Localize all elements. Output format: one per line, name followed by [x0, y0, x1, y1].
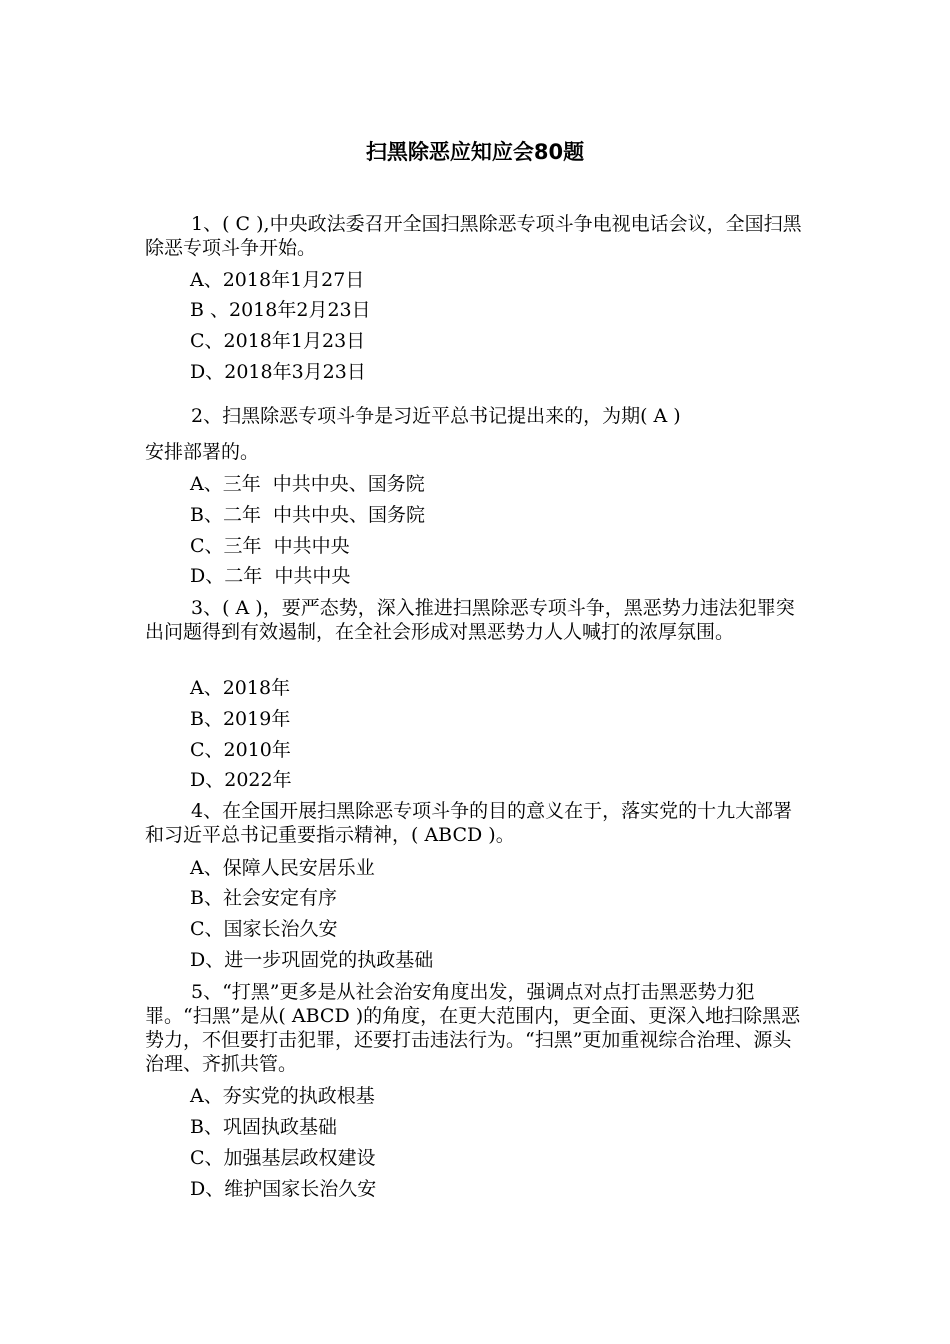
- question-5-stem: 5、“打黑”更多是从社会治安角度出发，强调点对点打击黑恶势力犯罪。“扫黑”是从( ABCD )的角度，在更大范围内，更全面、更深入地扫除黑恶势力，不但要打击犯罪，还要打击违法行为。“扫黑”更加重视综合治理、源头治理、齐抓共管。: [145, 981, 801, 1075]
- question-1-option-c: C、2018年1月23日: [190, 330, 366, 352]
- question-5-option-b: B、巩固执政基础: [190, 1116, 337, 1138]
- question-3-option-d: D、2022年: [190, 769, 292, 791]
- question-1-option-d: D、2018年3月23日: [190, 361, 366, 383]
- question-4-option-c: C、国家长治久安: [190, 918, 338, 940]
- question-5-option-c: C、加强基层政权建设: [190, 1147, 376, 1169]
- question-1-stem: 1、( C ),中央政法委召开全国扫黑除恶专项斗争电视电话会议，全国扫黑除恶专项斗争开始。: [145, 213, 802, 259]
- document-title: 扫黑除恶应知应会80题: [365, 140, 585, 164]
- question-2-option-d: D、二年 中共中央: [190, 565, 351, 587]
- question-5-option-a: A、夯实党的执政根基: [190, 1085, 375, 1107]
- question-3-stem: 3、( A )，要严态势，深入推进扫黑除恶专项斗争，黑恶势力违法犯罪突出问题得到有效遏制，在全社会形成对黑恶势力人人喊打的浓厚氛围。: [145, 597, 795, 643]
- question-1-option-b: B 、2018年2月23日: [190, 299, 371, 321]
- question-2-stem-continued: 安排部署的。: [145, 441, 260, 463]
- question-4-option-a: A、保障人民安居乐业: [190, 857, 375, 879]
- question-2-option-c: C、三年 中共中央: [190, 535, 350, 557]
- question-4-stem: 4、在全国开展扫黑除恶专项斗争的目的意义在于，落实党的十九大部署和习近平总书记重要指示精神，( ABCD )。: [145, 800, 793, 846]
- question-3-option-c: C、2010年: [190, 739, 291, 761]
- question-1-option-a: A、2018年1月27日: [190, 269, 365, 291]
- question-4-option-d: D、进一步巩固党的执政基础: [190, 949, 434, 971]
- question-2-option-a: A、三年 中共中央、国务院: [190, 473, 425, 495]
- question-4-option-b: B、社会安定有序: [190, 887, 337, 909]
- question-2-option-b: B、二年 中共中央、国务院: [190, 504, 426, 526]
- question-3-option-a: A、2018年: [190, 677, 291, 699]
- question-2-stem: 2、扫黑除恶专项斗争是习近平总书记提出来的，为期( A ): [191, 405, 681, 427]
- question-5-option-d: D、维护国家长治久安: [190, 1178, 377, 1200]
- question-3-option-b: B、2019年: [190, 708, 291, 730]
